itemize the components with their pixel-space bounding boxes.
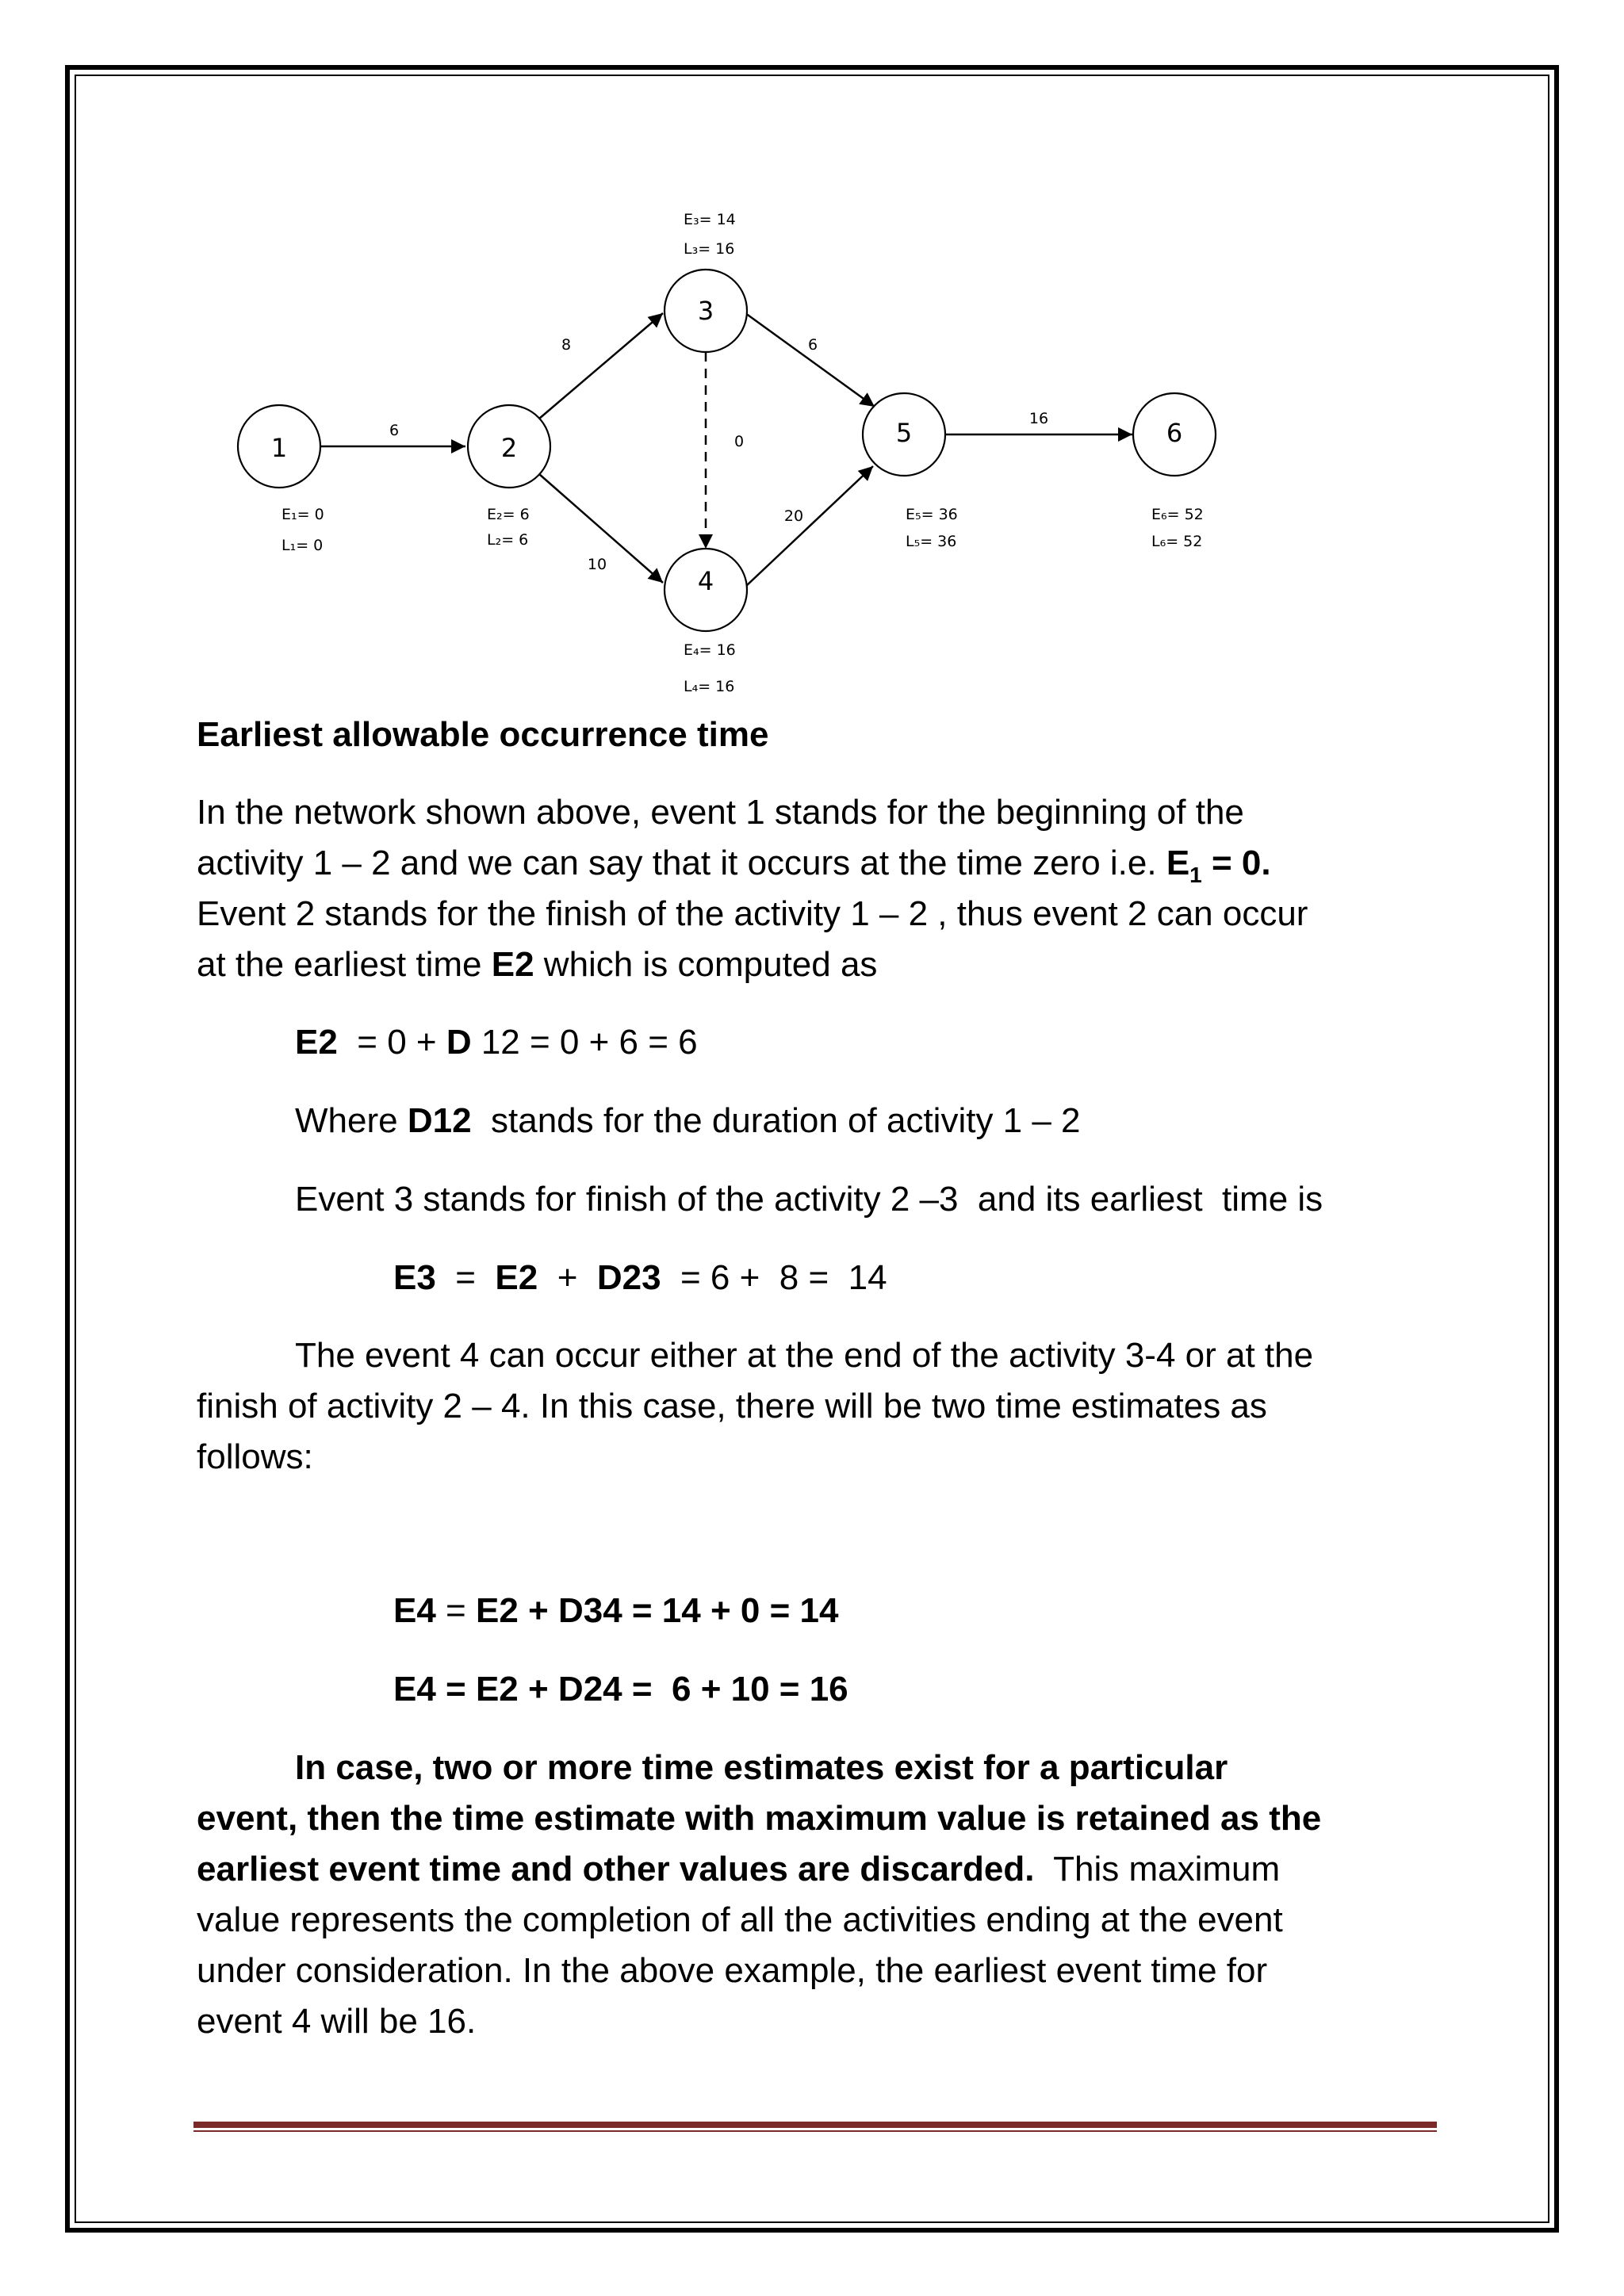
- node-1-latest: L₁= 0: [282, 537, 324, 554]
- paragraph-1-line-1: In the network shown above, event 1 stands for the beginning of the: [197, 793, 1244, 832]
- node-2: [468, 405, 550, 488]
- node-3-earliest: E₃= 14: [684, 211, 736, 228]
- network-diagram: [0, 0, 1624, 729]
- node-5-label: 5: [895, 418, 913, 448]
- node-2-earliest: E₂= 6: [487, 506, 530, 523]
- node-5: [863, 393, 945, 476]
- node-3: [665, 270, 747, 352]
- node-4-latest: L₄= 16: [684, 678, 735, 695]
- node-6-earliest: E₆= 52: [1151, 506, 1204, 523]
- node-2-label: 2: [500, 433, 518, 463]
- node-6-label: 6: [1166, 418, 1183, 448]
- edge-label-1-2: 6: [389, 422, 400, 439]
- paragraph-3-line-2: event, then the time estimate with maximum value is retained as the: [197, 1799, 1322, 1838]
- edge-label-4-5: 20: [783, 507, 804, 525]
- edge-2-3: [539, 313, 663, 419]
- p1-line2-text: activity 1 – 2 and we can say that it occurs at the time zero i.e.: [197, 844, 1166, 882]
- node-3-label: 3: [697, 296, 714, 326]
- node-6-latest: L₆= 52: [1151, 533, 1203, 550]
- edge-label-2-4: 10: [587, 556, 607, 573]
- equation-e4-via-d24: E4 = E2 + D24 = 6 + 10 = 16: [393, 1670, 848, 1709]
- edge-label-3-4: 0: [733, 433, 745, 450]
- e2-term: E2: [491, 945, 534, 984]
- footer-rule-thick: [193, 2122, 1437, 2128]
- node-4-earliest: E₄= 16: [684, 641, 736, 659]
- paragraph-2-line-1: The event 4 can occur either at the end of the activity 3-4 or at the: [295, 1336, 1314, 1375]
- node-5-latest: L₅= 36: [906, 533, 957, 550]
- paragraph-3-line-6: event 4 will be 16.: [197, 2002, 477, 2041]
- edge-label-2-3: 8: [561, 336, 572, 354]
- node-1-earliest: E₁= 0: [282, 506, 324, 523]
- paragraph-1-line-4: at the earliest time E2 which is computed as: [197, 945, 878, 984]
- paragraph-3-line-1: In case, two or more time estimates exist for a particular: [295, 1748, 1228, 1787]
- node-2-latest: L₂= 6: [487, 531, 529, 549]
- equation-e2: E2 = 0 + D 12 = 0 + 6 = 6: [295, 1023, 698, 1062]
- where-line: Where D12 stands for the duration of activity 1 – 2: [295, 1101, 1081, 1140]
- e1-symbol: $E_1 = 0$.: [1166, 844, 1271, 887]
- paragraph-1-line-3: Event 2 stands for the finish of the activity 1 – 2 , thus event 2 can occur: [197, 894, 1308, 933]
- node-4-label: 4: [697, 566, 714, 596]
- edge-label-3-5: 6: [807, 336, 818, 354]
- paragraph-3-line-4: value represents the completion of all the activities ending at the event: [197, 1900, 1283, 1939]
- node-6: [1133, 393, 1216, 476]
- paragraph-2-line-3: follows:: [197, 1437, 313, 1476]
- edge-label-5-6: 16: [1028, 410, 1049, 427]
- node-4: [665, 549, 747, 631]
- node-1: [238, 405, 320, 488]
- edge-3-5: [745, 313, 875, 407]
- event3-line: Event 3 stands for finish of the activity 2 –3 and its earliest time is: [295, 1180, 1323, 1219]
- node-1-label: 1: [270, 433, 288, 463]
- footer-rule-thin: [193, 2130, 1437, 2132]
- equation-e4-via-d34: E4 = E2 + D34 = 14 + 0 = 14: [393, 1591, 839, 1630]
- paragraph-2-line-2: finish of activity 2 – 4. In this case, there will be two time estimates as: [197, 1387, 1267, 1425]
- paragraph-3-line-3: earliest event time and other values are discarded. This maximum: [197, 1850, 1281, 1888]
- paragraph-3-line-5: under consideration. In the above example, the earliest event time for: [197, 1951, 1268, 1990]
- section-heading: Earliest allowable occurrence time: [197, 715, 769, 754]
- edge-4-5: [745, 466, 873, 587]
- equation-e3: E3 = E2 + D23 = 6 + 8 = 14: [393, 1258, 887, 1297]
- node-3-latest: L₃= 16: [684, 240, 735, 258]
- node-5-earliest: E₅= 36: [906, 506, 958, 523]
